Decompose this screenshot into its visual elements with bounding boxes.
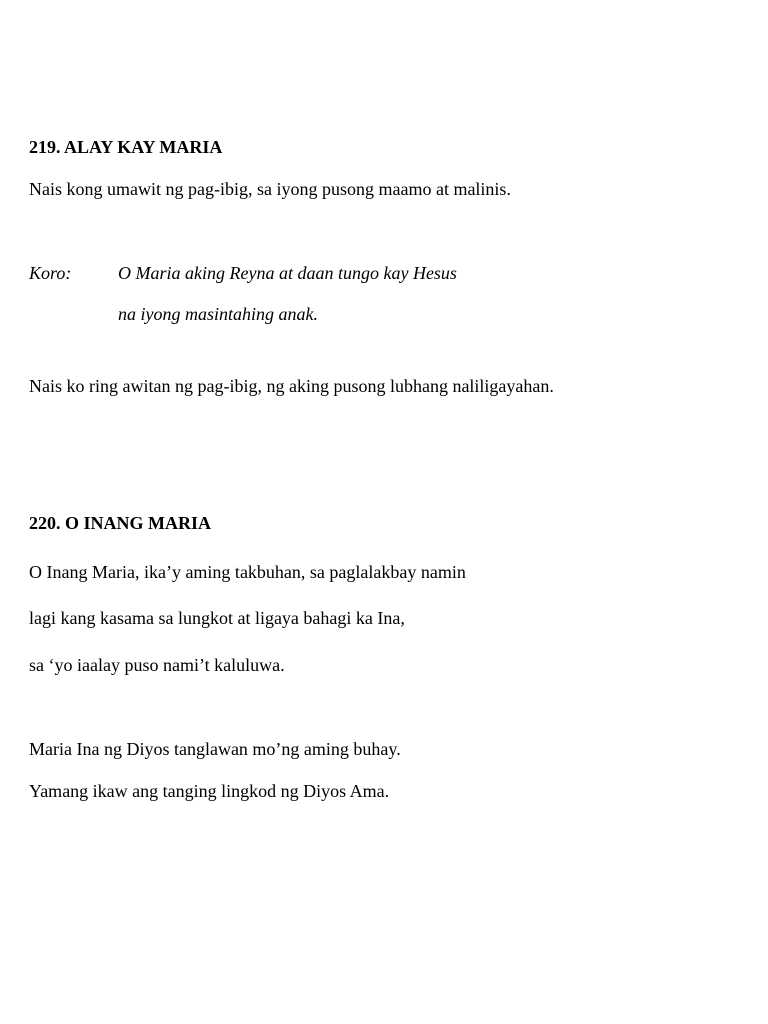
song-219-chorus-line-2: na iyong masintahing anak. (118, 304, 318, 324)
song-220-line-3: sa ‘yo iaalay puso nami’t kaluluwa. (29, 655, 285, 675)
song-219-verse-2: Nais ko ring awitan ng pag-ibig, ng aking pusong lubhang naliligayahan. (29, 376, 554, 396)
song-220-title: 220. O INANG MARIA (29, 513, 211, 533)
song-220-line-1: O Inang Maria, ika’y aming takbuhan, sa paglalakbay namin (29, 562, 466, 582)
song-219-chorus-label: Koro: (29, 263, 72, 283)
song-219-verse-1: Nais kong umawit ng pag-ibig, sa iyong pusong maamo at malinis. (29, 179, 511, 199)
song-219-chorus-line-1: O Maria aking Reyna at daan tungo kay Hesus (118, 263, 457, 283)
song-219-title: 219. ALAY KAY MARIA (29, 137, 223, 157)
song-220-line-4: Maria Ina ng Diyos tanglawan mo’ng aming buhay. (29, 739, 401, 759)
song-220-line-5: Yamang ikaw ang tanging lingkod ng Diyos Ama. (29, 781, 390, 801)
song-220-line-2: lagi kang kasama sa lungkot at ligaya bahagi ka Ina, (29, 608, 405, 628)
